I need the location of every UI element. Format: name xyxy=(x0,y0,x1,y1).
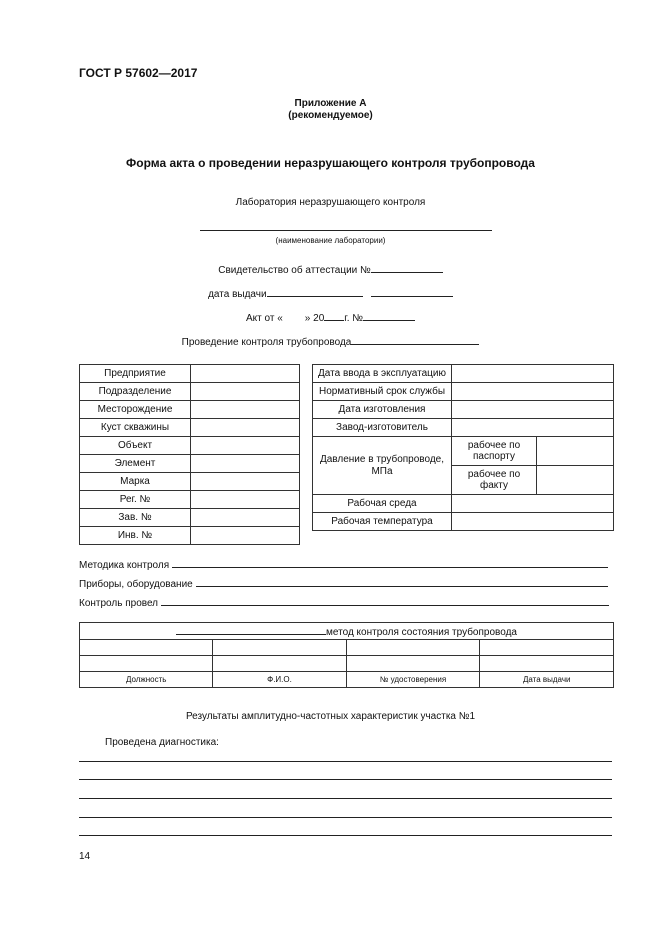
cert-number-cell-2[interactable] xyxy=(346,656,480,672)
pipeline-blank[interactable] xyxy=(351,334,479,345)
manufacture-date-label: Дата изготовления xyxy=(313,401,452,419)
well-cluster-value[interactable] xyxy=(191,419,300,437)
reg-number-value[interactable] xyxy=(191,491,300,509)
medium-value[interactable] xyxy=(452,495,614,513)
lab-name-blank[interactable] xyxy=(200,230,492,231)
object-value[interactable] xyxy=(191,437,300,455)
document-code: ГОСТ Р 57602—2017 xyxy=(79,66,198,80)
diagnostics-line-1[interactable] xyxy=(79,761,612,762)
temperature-label: Рабочая температура xyxy=(313,513,452,531)
field-label: Месторождение xyxy=(80,401,191,419)
act-label-prefix: Акт от « xyxy=(246,313,283,324)
well-cluster-label: Куст скважины xyxy=(80,419,191,437)
table-row xyxy=(80,383,300,401)
page-number: 14 xyxy=(79,851,91,862)
method-row xyxy=(79,557,608,571)
enterprise-label: Предприятие xyxy=(80,365,191,383)
service-life-value[interactable] xyxy=(452,383,614,401)
inspector-blank[interactable] xyxy=(161,595,609,606)
pressure-actual-label: рабочее по факту xyxy=(452,466,537,495)
position-column-header: Должность xyxy=(80,672,213,688)
table-row xyxy=(80,640,614,656)
diagnostics-line-4[interactable] xyxy=(79,817,612,818)
name-cell-2[interactable] xyxy=(213,656,346,672)
table-row xyxy=(80,455,300,473)
form-title: Форма акта о проведении неразрушающего контроля трубопровода xyxy=(126,156,535,170)
method-name-blank[interactable] xyxy=(176,624,326,635)
table-row xyxy=(313,383,614,401)
certificate-row xyxy=(0,262,661,276)
issue-date-column-header: Дата выдачи xyxy=(480,672,614,688)
devices-blank[interactable] xyxy=(196,576,608,587)
name-cell-1[interactable] xyxy=(213,640,346,656)
diagnostics-label: Проведена диагностика: xyxy=(105,737,219,748)
devices-label: Приборы, оборудование xyxy=(79,579,193,590)
lab-label: Лаборатория неразрушающего контроля xyxy=(235,197,426,208)
table-row xyxy=(80,656,614,672)
certificate-label: Свидетельство об аттестации № xyxy=(218,265,371,276)
table-row xyxy=(80,437,300,455)
pressure-passport-value[interactable] xyxy=(537,437,614,466)
position-cell-1[interactable] xyxy=(80,640,213,656)
table-row xyxy=(80,419,300,437)
name-column-header: Ф.И.О. xyxy=(213,672,346,688)
temperature-value[interactable] xyxy=(452,513,614,531)
act-row xyxy=(0,310,661,324)
table-row xyxy=(313,495,614,513)
method-label: Методика контроля xyxy=(79,560,170,571)
inspector-row xyxy=(79,595,609,609)
grade-value[interactable] xyxy=(191,473,300,491)
table-row xyxy=(80,473,300,491)
service-life-label: Нормативный срок службы xyxy=(313,383,452,401)
table-row xyxy=(80,491,300,509)
table-row xyxy=(313,513,614,531)
table-row xyxy=(313,437,614,466)
commission-date-label: Дата ввода в эксплуатацию xyxy=(313,365,452,383)
method-table xyxy=(79,622,614,688)
cert-number-column-header: № удостоверения xyxy=(346,672,480,688)
table-row xyxy=(80,401,300,419)
commission-date-value[interactable] xyxy=(452,365,614,383)
serial-number-label: Зав. № xyxy=(80,509,191,527)
object-label: Объект xyxy=(80,437,191,455)
devices-row xyxy=(79,576,608,590)
pressure-actual-value[interactable] xyxy=(537,466,614,495)
cert-number-cell-1[interactable] xyxy=(346,640,480,656)
element-value[interactable] xyxy=(191,455,300,473)
division-value[interactable] xyxy=(191,383,300,401)
table-row xyxy=(313,365,614,383)
lab-name-caption: (наименование лаборатории) xyxy=(275,236,386,245)
act-label-mid: » 20 xyxy=(304,313,325,324)
certificate-number-blank[interactable] xyxy=(371,262,443,273)
table-row xyxy=(80,672,614,688)
reg-number-label: Рег. № xyxy=(80,491,191,509)
element-label: Элемент xyxy=(80,455,191,473)
diagnostics-line-3[interactable] xyxy=(79,798,612,799)
manufacture-date-value[interactable] xyxy=(452,401,614,419)
inspector-label: Контроль провел xyxy=(79,598,159,609)
act-number-blank[interactable] xyxy=(363,310,415,321)
results-label: Результаты амплитудно-частотных характеристик участка №1 xyxy=(185,711,476,722)
issue-date-row xyxy=(0,286,661,300)
appendix-status: (рекомендуемое) xyxy=(288,110,373,121)
table-row xyxy=(80,365,300,383)
enterprise-value[interactable] xyxy=(191,365,300,383)
object-table xyxy=(79,364,300,545)
manufacturer-value[interactable] xyxy=(452,419,614,437)
inventory-number-label: Инв. № xyxy=(80,527,191,545)
position-cell-2[interactable] xyxy=(80,656,213,672)
table-row xyxy=(80,527,300,545)
method-table-title: метод контроля состояния трубопровода xyxy=(326,627,517,638)
diagnostics-line-5[interactable] xyxy=(79,835,612,836)
pipeline-label: Проведение контроля трубопровода xyxy=(181,337,352,348)
grade-label: Марка xyxy=(80,473,191,491)
medium-label: Рабочая среда xyxy=(313,495,452,513)
pipeline-row xyxy=(0,334,661,348)
act-year-blank[interactable] xyxy=(324,310,344,321)
serial-number-value[interactable] xyxy=(191,509,300,527)
method-blank[interactable] xyxy=(172,557,608,568)
division-label: Подразделение xyxy=(80,383,191,401)
appendix-title: Приложение А xyxy=(294,98,367,109)
field-value[interactable] xyxy=(191,401,300,419)
act-label-year: г. № xyxy=(344,313,363,324)
pressure-label: Давление в трубопроводе, МПа xyxy=(313,437,452,495)
table-row xyxy=(313,401,614,419)
table-row xyxy=(313,419,614,437)
table-row xyxy=(80,623,614,640)
issue-date-blank-2[interactable] xyxy=(371,286,453,297)
method-table-header xyxy=(80,623,614,640)
issue-date-cell-1[interactable] xyxy=(480,640,614,656)
manufacturer-label: Завод-изготовитель xyxy=(313,419,452,437)
inventory-number-value[interactable] xyxy=(191,527,300,545)
issue-date-label: дата выдачи xyxy=(208,289,267,300)
issue-date-cell-2[interactable] xyxy=(480,656,614,672)
pipeline-specs-table xyxy=(312,364,614,531)
diagnostics-line-2[interactable] xyxy=(79,779,612,780)
table-row xyxy=(80,509,300,527)
issue-date-blank-1[interactable] xyxy=(267,286,363,297)
pressure-passport-label: рабочее по паспорту xyxy=(452,437,537,466)
